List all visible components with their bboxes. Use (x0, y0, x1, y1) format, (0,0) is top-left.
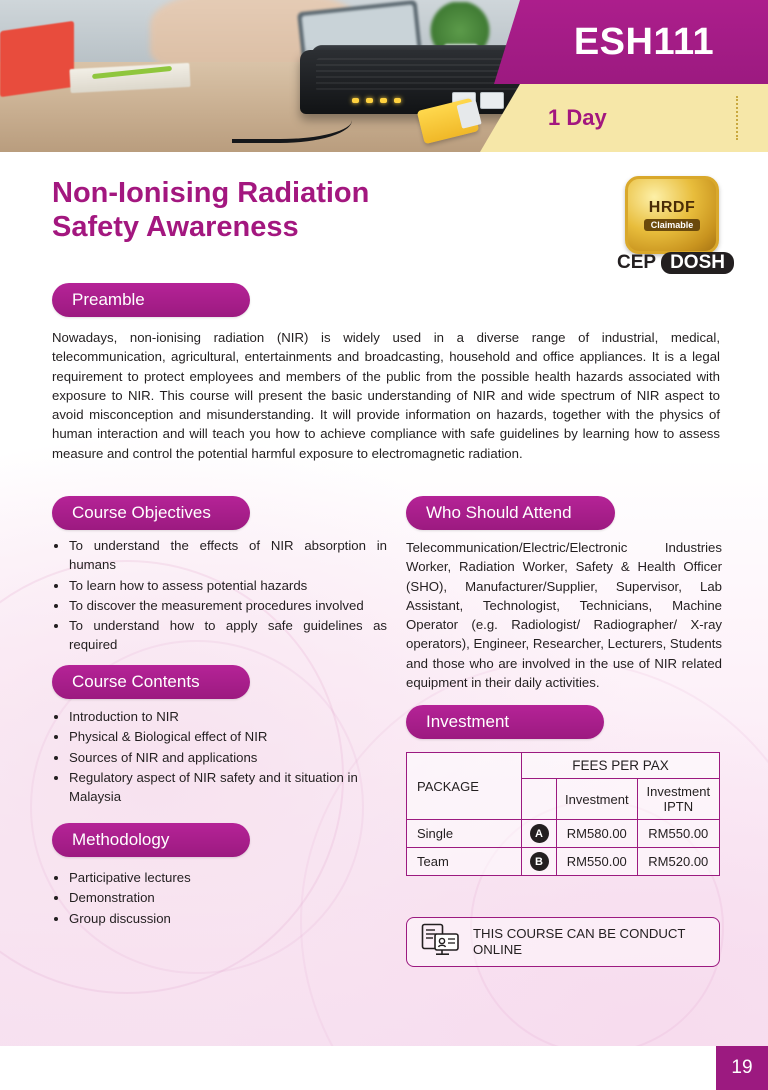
fees-table (406, 752, 720, 876)
course-code: ESH111 (573, 20, 715, 63)
cep-dosh-badge (617, 252, 734, 274)
list-item: • Group discussion (69, 909, 387, 928)
who-should-attend-label: Who Should Attend (426, 503, 572, 522)
tag-badge: A (530, 824, 549, 843)
who-should-attend-text: Telecommunication/Electric/Electronic Industries Worker, Radiation Worker, Safety & Health Officer (SHO), Manufacturer/Supplier, Supervisor, Lab Assistant, Technologist, Technicians, Machine Operator (e.g. Radiologist/ Radiographer/ X-ray operators), Engineer, Researcher, Lecturers, Students and those who are involved in the use of NIR related equipment in their daily activities. (406, 540, 722, 690)
fees-per-pax-header: FEES PER PAX (522, 753, 720, 779)
dosh-label: DOSH (661, 252, 734, 274)
course-code-plate (520, 0, 768, 84)
duration-band (520, 84, 768, 152)
preamble-label: Preamble (72, 290, 145, 309)
investment-iptn-value: RM550.00 (637, 820, 719, 848)
tag-column-header (522, 779, 557, 820)
page-number: 19 (716, 1046, 768, 1090)
course-contents-list (52, 707, 387, 807)
methodology-list (52, 868, 387, 929)
page-title (52, 176, 532, 244)
online-course-note (406, 917, 720, 967)
tag-badge: B (530, 852, 549, 871)
list-item: • Sources of NIR and applications (69, 748, 387, 767)
hero-laptop (0, 21, 74, 97)
router-led (380, 98, 387, 103)
investment-iptn-value: RM520.00 (637, 848, 719, 876)
section-heading-investment (406, 705, 604, 739)
table-row (407, 820, 720, 848)
section-heading-preamble (52, 283, 250, 317)
table-row (407, 753, 720, 779)
package-tag (522, 820, 557, 848)
list-item: • To understand how to apply safe guidelines as required (69, 616, 387, 655)
list-item: • To learn how to assess potential hazards (69, 576, 387, 595)
list-item: • To discover the measurement procedures involved (69, 596, 387, 615)
cep-label: CEP (617, 252, 657, 273)
list-item: • Regulatory aspect of NIR safety and it situation in Malaysia (69, 768, 387, 807)
router-led (366, 98, 373, 103)
course-duration: 1 Day (548, 105, 607, 130)
package-name: Single (407, 820, 522, 848)
footer (0, 1046, 768, 1090)
section-heading-course-contents (52, 665, 250, 699)
investment-column-header: Investment (557, 779, 638, 820)
router-led (394, 98, 401, 103)
online-course-icon (421, 923, 461, 962)
section-heading-methodology (52, 823, 250, 857)
investment-iptn-column-header: Investment IPTN (637, 779, 719, 820)
list-item: • Introduction to NIR (69, 707, 387, 726)
router-port (480, 92, 504, 109)
list-item: • Demonstration (69, 888, 387, 907)
course-objectives-label: Course Objectives (72, 503, 211, 522)
page-title-line-2: Safety Awareness (52, 211, 299, 244)
course-contents-label: Course Contents (72, 672, 200, 691)
investment-label: Investment (426, 712, 510, 731)
preamble-text: Nowadays, non-ionising radiation (NIR) is widely used in a diverse range of industrial, medical, telecommunication, agricultural, entertainments and broadcasting, household and office appliances. It is a legal requirement to protect employees and members of the public from the possible health hazards associated with exposure to NIR. This course will present the basic understanding of NIR and wide spectrum of NIR aspect to avoid misconception and misunderstanding. It will provide information on hazards, together with the physics of human interaction and will teach you how to achieve compliance with safe guidelines by learning how to assess measure and control the potential harmful exposure to electromagnetic radiation. (52, 330, 720, 461)
table-row (407, 848, 720, 876)
certification-badges (617, 176, 725, 273)
methodology-label: Methodology (72, 830, 170, 849)
investment-value: RM550.00 (557, 848, 638, 876)
router-led (352, 98, 359, 103)
section-heading-who-should-attend (406, 496, 615, 530)
page-title-line-1: Non-Ionising Radiation (52, 177, 370, 209)
course-objectives-list (52, 536, 387, 656)
hrdf-claimable-badge (625, 176, 719, 254)
section-heading-course-objectives (52, 496, 250, 530)
list-item: • Participative lectures (69, 868, 387, 887)
claimable-label: Claimable (644, 219, 701, 231)
package-header: PACKAGE (407, 753, 522, 820)
dotted-divider (736, 96, 738, 140)
list-item: • Physical & Biological effect of NIR (69, 727, 387, 746)
package-tag (522, 848, 557, 876)
investment-value: RM580.00 (557, 820, 638, 848)
package-name: Team (407, 848, 522, 876)
hrdf-label: HRDF (648, 199, 696, 216)
list-item: • To understand the effects of NIR absorption in humans (69, 536, 387, 575)
online-course-text: THIS COURSE CAN BE CONDUCT ONLINE (473, 925, 686, 957)
